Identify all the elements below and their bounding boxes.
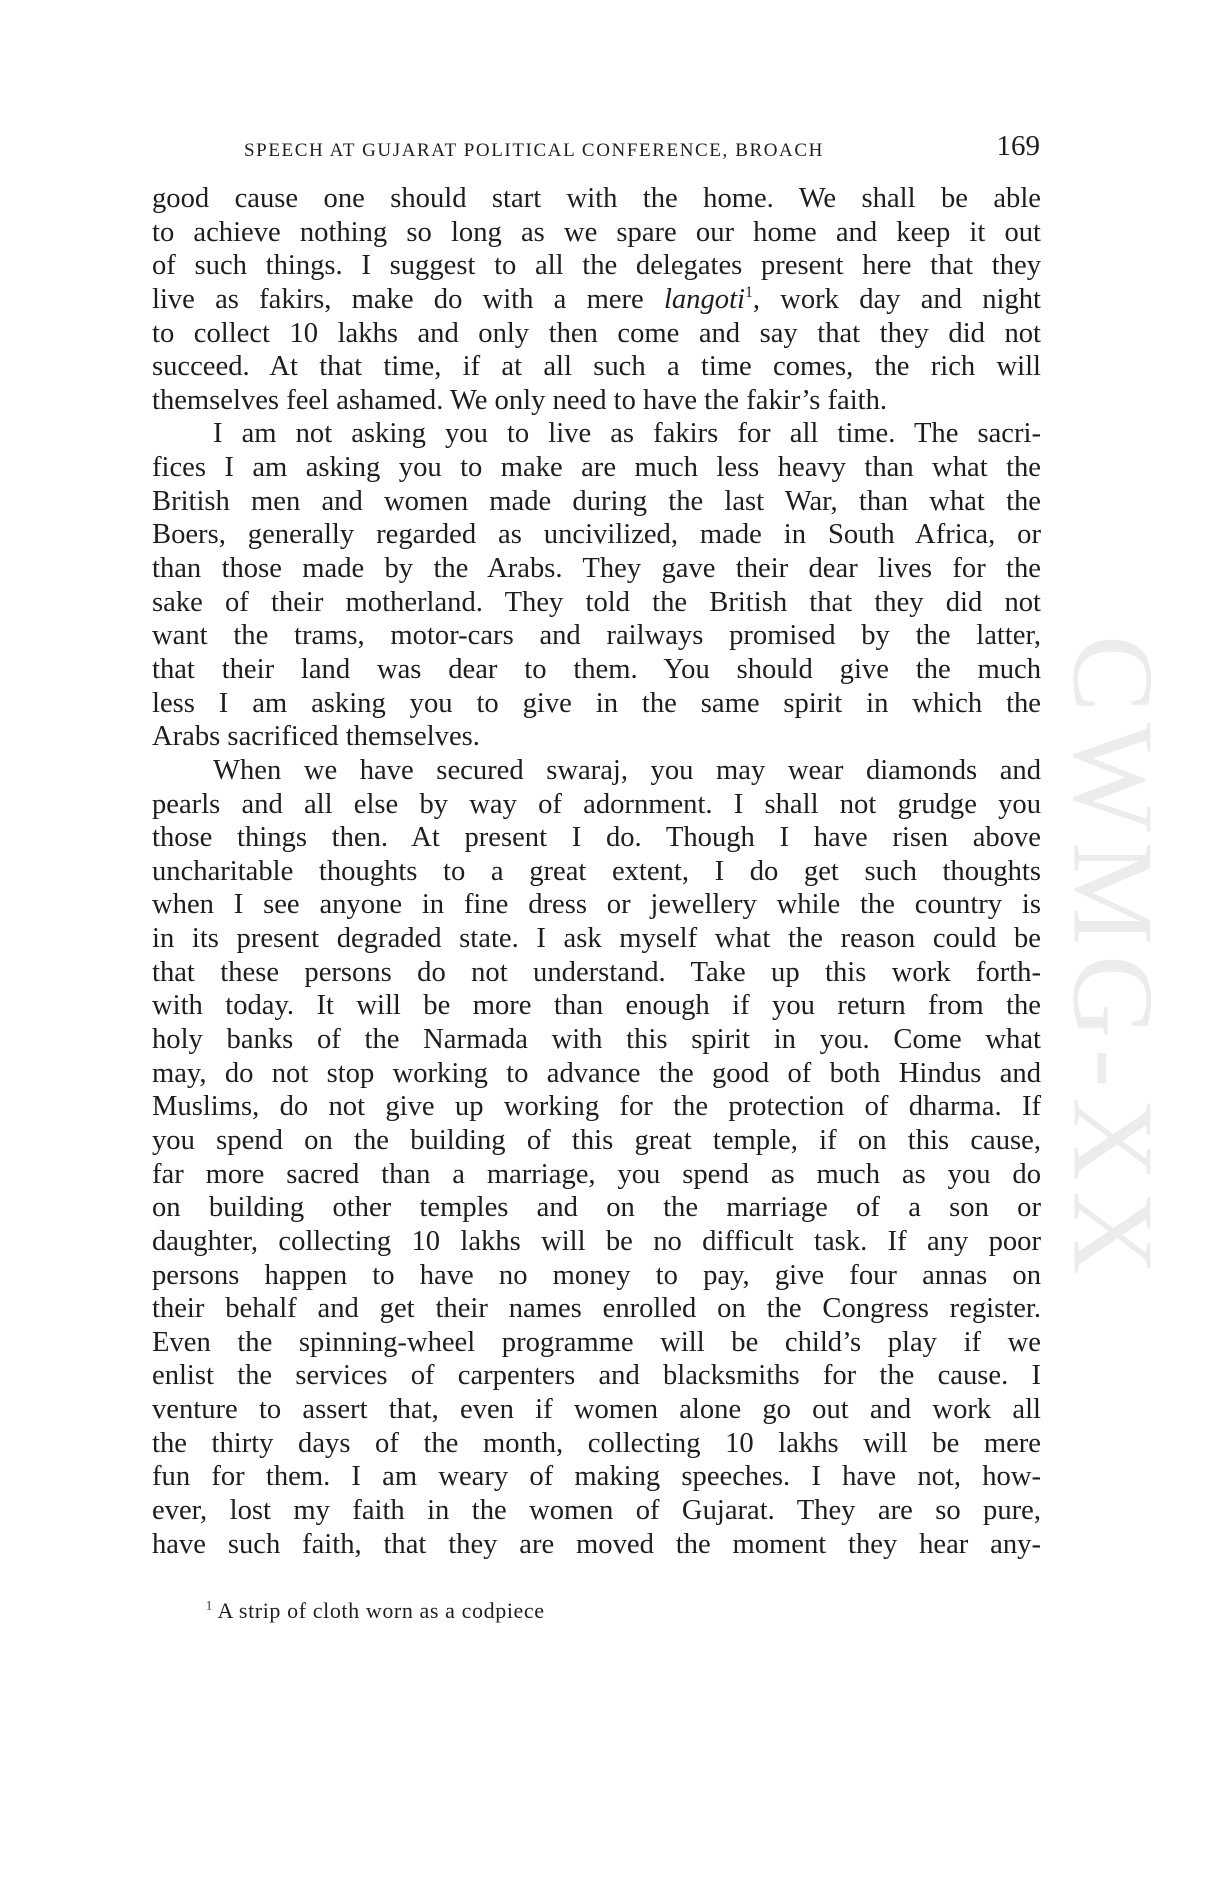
footnote: [206, 1598, 545, 1624]
watermark-text: CWMG-XX: [1048, 635, 1177, 1285]
text-line: to collect 10 lakhs and only then come and say that they did not: [152, 317, 1041, 349]
text-line: on building other temples and on the marriage of a son or: [152, 1192, 1041, 1224]
text-line: sake of their motherland. They told the British that they did not: [152, 586, 1041, 618]
text-line: fices I am asking you to make are much less heavy than what the: [152, 452, 1041, 484]
text-line: ever, lost my faith in the women of Gujarat. They are so pure,: [152, 1494, 1041, 1526]
text-line: uncharitable thoughts to a great extent, I do get such thoughts: [152, 855, 1041, 887]
text-segment: live as fakirs, make do with a mere: [152, 283, 664, 315]
text-line: when I see anyone in fine dress or jewellery while the country is: [152, 889, 1041, 921]
text-line: you spend on the building of this great temple, if on this cause,: [152, 1124, 1041, 1156]
text-line: that their land was dear to them. You should give the much: [152, 653, 1041, 685]
text-line: those things then. At present I do. Though I have risen above: [152, 822, 1041, 854]
italic-term: langoti: [663, 283, 745, 315]
text-line: have such faith, that they are moved the moment they hear any-: [152, 1528, 1041, 1560]
text-line: Even the spinning-wheel programme will be child’s play if we: [152, 1326, 1041, 1358]
text-line: of such things. I suggest to all the delegates present here that they: [152, 250, 1041, 282]
text-line: venture to assert that, even if women alone go out and work all: [152, 1394, 1041, 1426]
text-line: good cause one should start with the home. We shall be able: [152, 183, 1041, 214]
text-line: with today. It will be more than enough if you return from the: [152, 990, 1041, 1022]
text-line: Arabs sacrificed themselves.: [152, 721, 480, 753]
running-head: SPEECH AT GUJARAT POLITICAL CONFERENCE, BROACH: [244, 140, 824, 161]
text-line: succeed. At that time, if at all such a time comes, the rich will: [152, 351, 1041, 383]
text-line: When we have secured swaraj, you may wear diamonds and: [213, 754, 1041, 786]
watermark: [1012, 530, 1212, 1390]
text-segment: , work day and night: [752, 283, 1041, 315]
text-line: holy banks of the Narmada with this spirit in you. Come what: [152, 1024, 1041, 1056]
text-line: the thirty days of the month, collecting 10 lakhs will be mere: [152, 1427, 1041, 1459]
text-line: daughter, collecting 10 lakhs will be no difficult task. If any poor: [152, 1225, 1041, 1257]
page-header: [244, 130, 1040, 170]
text-line: in its present degraded state. I ask myself what the reason could be: [152, 923, 1041, 955]
text-line: themselves feel ashamed. We only need to have the fakir’s faith.: [152, 384, 888, 416]
text-line: far more sacred than a marriage, you spend as much as you do: [152, 1158, 1041, 1190]
text-line: I am not asking you to live as fakirs for all time. The sacri-: [213, 418, 1041, 450]
text-line: pearls and all else by way of adornment. I shall not grudge you: [152, 788, 1041, 820]
text-line: their behalf and get their names enrolled on the Congress register.: [152, 1293, 1041, 1325]
text-line: enlist the services of carpenters and blacksmiths for the cause. I: [152, 1360, 1041, 1392]
text-line: Boers, generally regarded as uncivilized, made in South Africa, or: [152, 519, 1041, 551]
text-line: that these persons do not understand. Take up this work forth-: [152, 956, 1041, 988]
text-line: to achieve nothing so long as we spare our home and keep it out: [152, 216, 1041, 248]
text-line: want the trams, motor-cars and railways promised by the latter,: [152, 620, 1041, 652]
text-line: less I am asking you to give in the same spirit in which the: [152, 687, 1041, 719]
text-line: may, do not stop working to advance the good of both Hindus and: [152, 1057, 1041, 1089]
text-line: fun for them. I am weary of making speeches. I have not, how-: [152, 1461, 1041, 1493]
body-text: [152, 182, 1041, 1561]
footnote-text: A strip of cloth worn as a codpiece: [212, 1598, 545, 1623]
text-line: British men and women made during the last War, than what the: [152, 485, 1041, 517]
text-line: persons happen to have no money to pay, give four annas on: [152, 1259, 1041, 1291]
text-line: than those made by the Arabs. They gave their dear lives for the: [152, 553, 1041, 585]
text-line: [152, 283, 1041, 317]
footnote-marker: 1: [206, 1598, 213, 1613]
footnote-reference: 1: [744, 283, 753, 301]
page-number: 169: [996, 130, 1040, 162]
text-line: Muslims, do not give up working for the protection of dharma. If: [152, 1091, 1041, 1123]
